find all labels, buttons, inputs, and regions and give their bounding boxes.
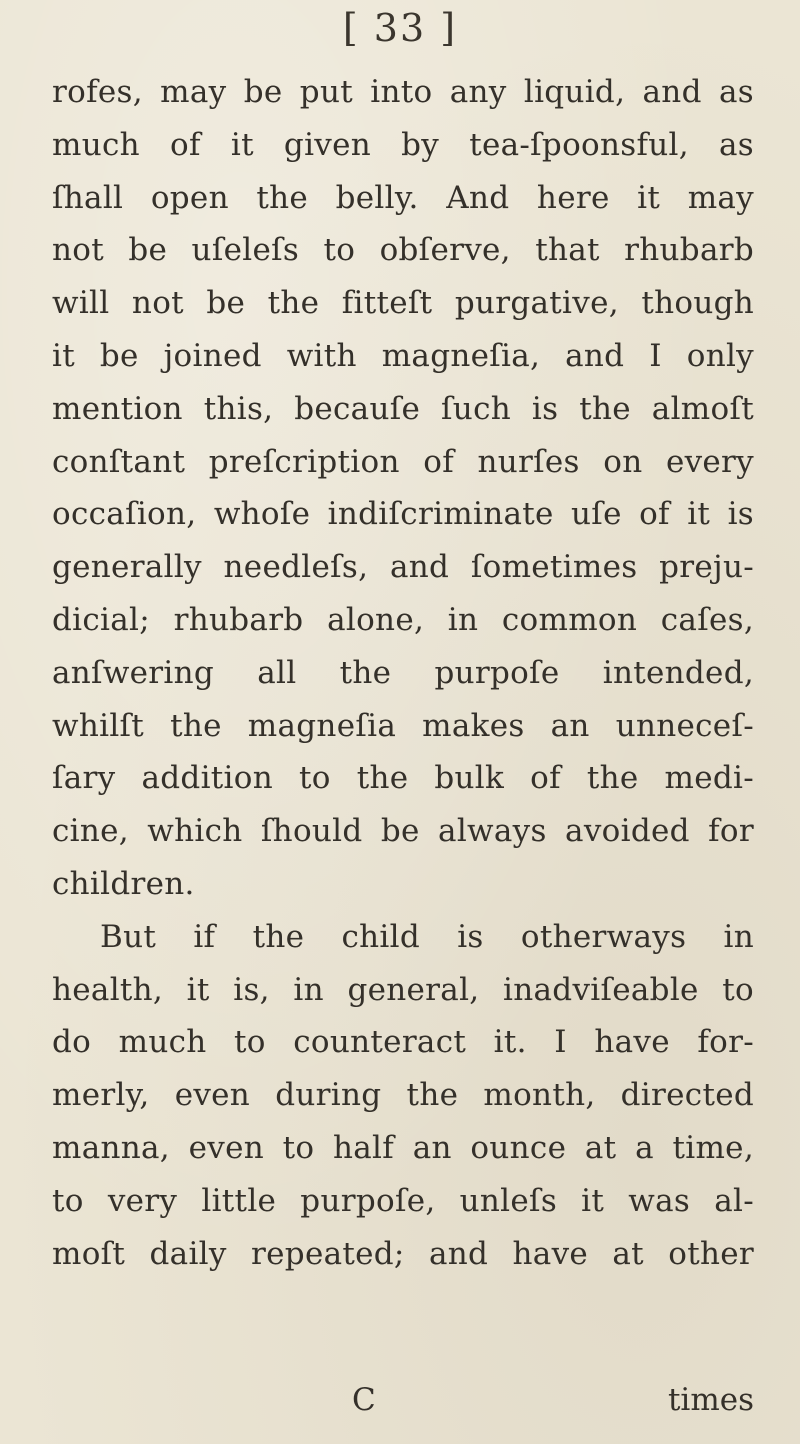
text-line: ſhall open the belly. And here it may <box>52 179 754 216</box>
text-line: manna, even to half an ounce at a time, <box>52 1129 754 1166</box>
text-line: children. <box>52 865 195 902</box>
text-line: conſtant preſcription of nurſes on every <box>52 443 754 480</box>
text-line: generally needleſs, and ſometimes preju- <box>52 549 754 586</box>
text-line: will not be the fitteſt purgative, though <box>52 285 754 322</box>
text-line: not be uſeleſs to obſerve, that rhubarb <box>52 232 754 269</box>
text-line: do much to counteract it. I have for- <box>52 1024 754 1061</box>
text-line: ſary addition to the bulk of the medi- <box>52 760 754 797</box>
text-line: it be joined with magneſia, and I only <box>52 337 754 374</box>
text-line: occaſion, whoſe indiſcriminate uſe of it is <box>52 496 754 533</box>
signature-mark: C <box>352 1382 376 1418</box>
text-line: rofes, may be put into any liquid, and as <box>52 74 754 110</box>
body-text <box>52 66 754 1280</box>
text-line: dicial; rhubarb alone, in common caſes, <box>52 601 754 638</box>
text-line: moſt daily repeated; and have at other <box>52 1235 754 1272</box>
text-line: mention this, becauſe ſuch is the almoſt <box>52 390 754 427</box>
catchword: times <box>667 1382 754 1418</box>
text-line: whilſt the magneſia makes an unneceſ- <box>52 707 754 744</box>
text-line: merly, even during the month, directed <box>52 1077 754 1114</box>
page-footer <box>52 1374 754 1426</box>
page-number: [ 33 ] <box>342 6 458 50</box>
text-line: anſwering all the purpoſe intended, <box>52 654 754 691</box>
text-line: much of it given by tea-ſpoonsful, as <box>52 126 754 163</box>
text-line: But if the child is otherways in <box>100 918 754 955</box>
text-line: to very little purpoſe, unleſs it was al- <box>52 1182 754 1219</box>
text-line: health, it is, in general, inadviſeable to <box>52 971 754 1008</box>
text-line: cine, which ſhould be always avoided for <box>52 813 754 850</box>
